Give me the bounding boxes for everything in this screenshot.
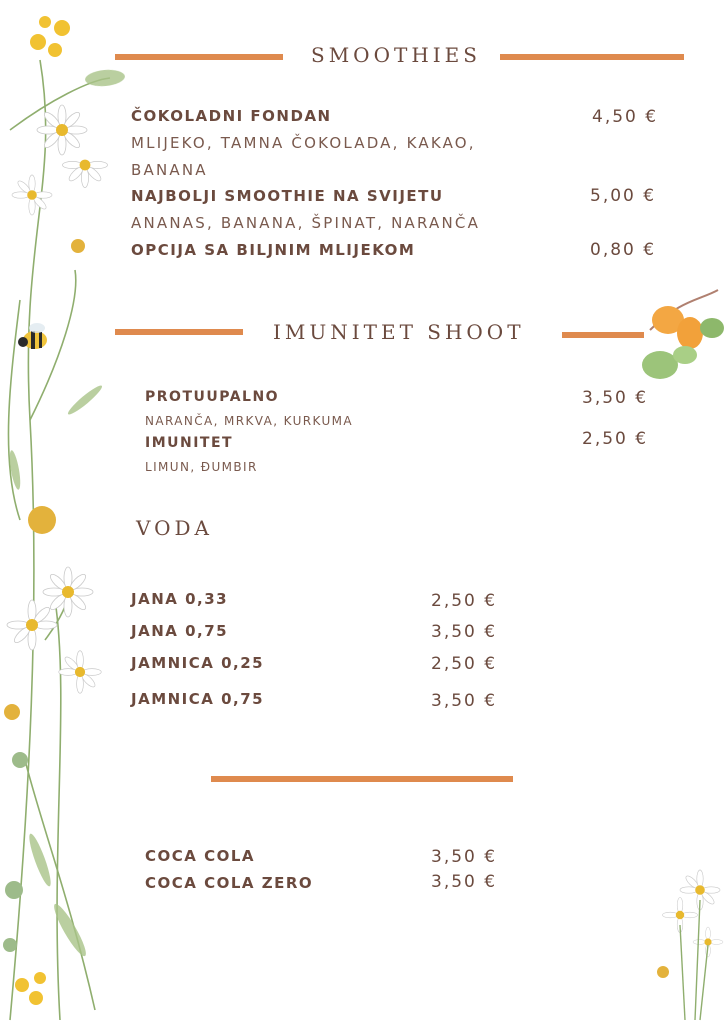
menu-item-description: LIMUN, ĐUMBIR [145,460,258,474]
section-title-imunitet: IMUNITET SHOOT [273,320,525,344]
header-rule-left [115,54,283,60]
menu-item-price: 3,50 € [431,847,498,867]
section-title-smoothies: SMOOTHIES [311,43,481,67]
menu-item-name: JANA 0,33 [131,590,229,608]
menu-item-description: ANANAS, BANANA, ŠPINAT, NARANČA [131,214,481,232]
menu-item-price: 5,00 € [590,186,657,206]
menu-item-price: 3,50 € [431,872,498,892]
menu-item-price: 3,50 € [431,691,498,711]
header-rule-right [562,332,644,338]
menu-item-price: 2,50 € [431,654,498,674]
menu-item-name: OPCIJA SA BILJNIM MLIJEKOM [131,241,416,259]
menu-item-price: 2,50 € [431,591,498,611]
section-title-voda: VODA [136,516,213,540]
header-rule-right [500,54,684,60]
menu-item-name: COCA COLA ZERO [145,874,314,892]
menu-item-name: JAMNICA 0,75 [131,690,265,708]
menu-item-price: 3,50 € [431,622,498,642]
menu-item-name: PROTUUPALNO [145,389,280,405]
menu-item-price: 0,80 € [590,240,657,260]
header-rule-left [115,329,243,335]
menu-item-name: IMUNITET [145,435,234,451]
menu-item-description: BANANA [131,161,208,179]
section-divider [211,776,513,782]
menu-item-name: ČOKOLADNI FONDAN [131,107,332,125]
menu-item-description: NARANČA, MRKVA, KURKUMA [145,414,354,428]
menu-item-name: JANA 0,75 [131,622,229,640]
menu-item-name: NAJBOLJI SMOOTHIE NA SVIJETU [131,187,444,205]
menu-item-price: 2,50 € [582,429,649,449]
menu-item-price: 4,50 € [592,107,659,127]
menu-item-price: 3,50 € [582,388,649,408]
menu-item-name: COCA COLA [145,847,256,865]
menu-item-name: JAMNICA 0,25 [131,654,265,672]
menu-item-description: MLIJEKO, TAMNA ČOKOLADA, KAKAO, [131,134,476,152]
